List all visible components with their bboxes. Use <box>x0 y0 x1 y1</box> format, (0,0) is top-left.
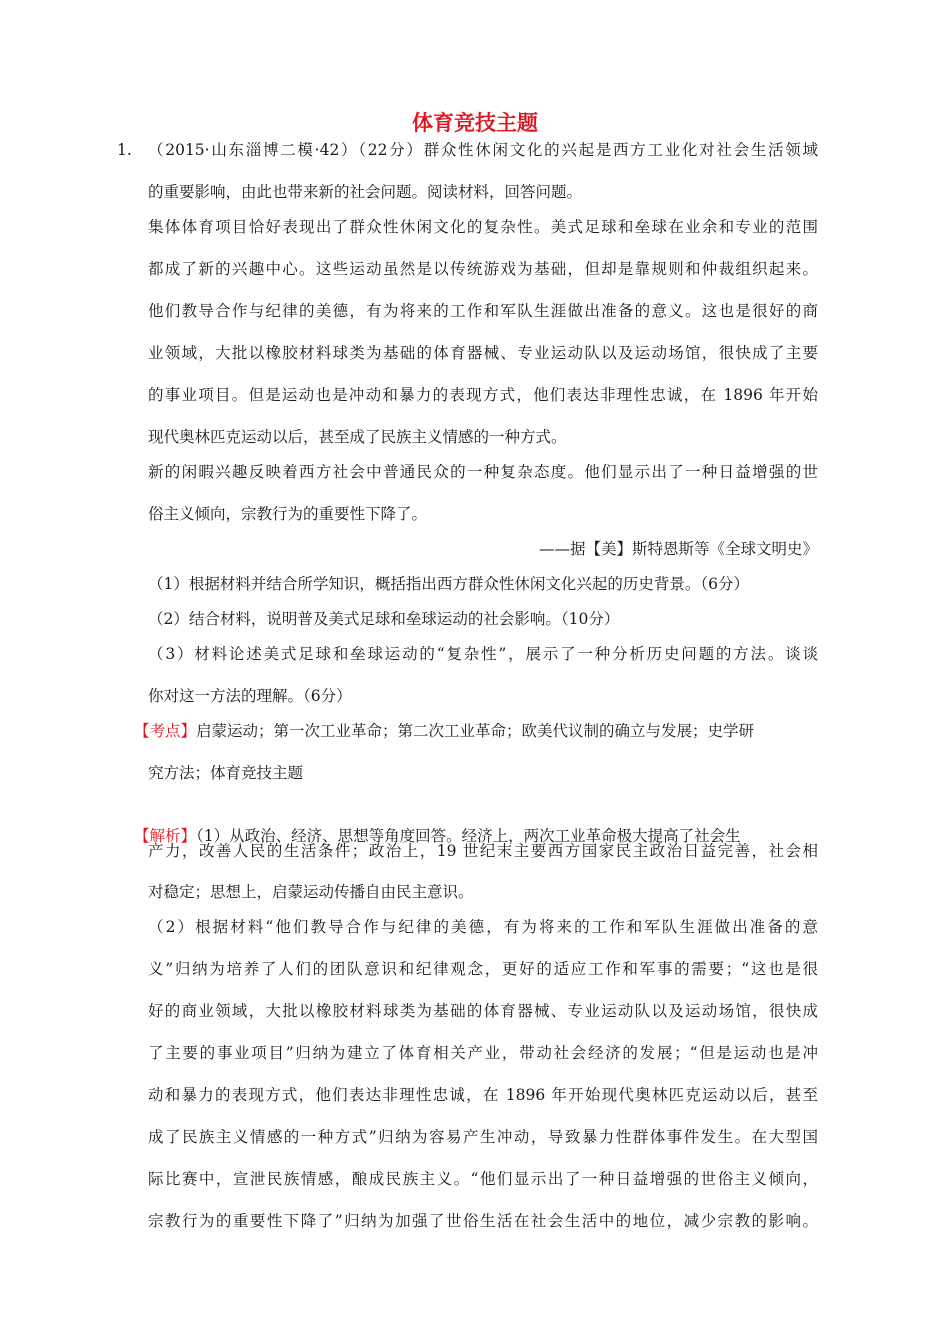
jiexi-line: 宗教行为的重要性下降了”归纳为加强了世俗生活在社会生活中的地位，减少宗教的影响。 <box>148 1212 818 1230</box>
sub-question: 你对这一方法的理解。（6分） <box>148 687 352 705</box>
material-line: 都成了新的兴趣中心。这些运动虽然是以传统游戏为基础，但却是靠规则和仲裁组织起来。 <box>148 260 818 278</box>
question-number: 1. <box>117 141 132 159</box>
jiexi-line: （2）根据材料“他们教导合作与纪律的美德，有为将来的工作和军队生涯做出准备的意 <box>148 918 818 936</box>
source-citation: ——据【美】斯特恩斯等《全球文明史》 <box>538 540 818 558</box>
jiexi-line: 对稳定；思想上，启蒙运动传播自由民主意识。 <box>148 883 474 901</box>
material-line: 的事业项目。但是运动也是冲动和暴力的表现方式，他们表达非理性忠诚，在 1896 年开始 <box>148 386 818 404</box>
kaodian-line: 究方法；体育竞技主题 <box>148 764 304 782</box>
jiexi-line: 好的商业领域，大批以橡胶材料球类为基础的体育器械、专业运动队以及运动场馆，很快成 <box>148 1002 818 1020</box>
material-line: 俗主义倾向，宗教行为的重要性下降了。 <box>148 505 428 523</box>
jiexi-line: 动和暴力的表现方式，他们表达非理性忠诚，在 1896 年开始现代奥林匹克运动以后，甚至 <box>148 1086 818 1104</box>
sub-question: （3）材料论述美式足球和垒球运动的“复杂性”，展示了一种分析历史问题的方法。谈谈 <box>148 645 818 663</box>
question-line: （2015·山东淄博二模·42）（22分）群众性休闲文化的兴起是西方工业化对社会生活领域 <box>148 141 818 159</box>
jiexi-line: 义”归纳为培养了人们的团队意识和纪律观念，更好的适应工作和军事的需要；“这也是很 <box>148 960 818 978</box>
material-line: 他们教导合作与纪律的美德，有为将来的工作和军队生涯做出准备的意义。这也是很好的商 <box>148 302 818 320</box>
kaodian-tag: 【考点】 <box>134 722 197 740</box>
sub-question: （2）结合材料，说明普及美式足球和垒球运动的社会影响。（10分） <box>148 610 620 628</box>
jiexi-line: 际比赛中，宣泄民族情感，酿成民族主义。“他们显示出了一种日益增强的世俗主义倾向， <box>148 1170 818 1188</box>
sub-question: （1）根据材料并结合所学知识，概括指出西方群众性休闲文化兴起的历史背景。（6分） <box>148 575 749 593</box>
jiexi-line: 了主要的事业项目”归纳为建立了体育相关产业，带动社会经济的发展；“但是运动也是冲 <box>148 1044 818 1062</box>
page-title: 体育竞技主题 <box>412 111 538 135</box>
question-line: 的重要影响，由此也带来新的社会问题。阅读材料，回答问题。 <box>148 183 583 201</box>
material-line: 新的闲暇兴趣反映着西方社会中普通民众的一种复杂态度。他们显示出了一种日益增强的世 <box>148 463 818 481</box>
material-line: 业领域，大批以橡胶材料球类为基础的体育器械、专业运动队以及运动场馆，很快成了主要 <box>148 344 818 362</box>
jiexi-text: （1）从政治、经济、思想等角度回答。经济上，两次工业革命极大提高了社会生 <box>196 827 741 845</box>
kaodian-line <box>134 721 818 741</box>
jiexi-line: 产力，改善人民的生活条件；政治上，19 世纪末主要西方国家民主政治日益完善，社会相 <box>148 842 818 860</box>
kaodian-text: 启蒙运动；第一次工业革命；第二次工业革命；欧美代议制的确立与发展；史学研 <box>196 722 755 740</box>
material-line: 现代奥林匹克运动以后，甚至成了民族主义情感的一种方式。 <box>148 428 567 446</box>
jiexi-tag: 【解析】 <box>134 827 197 845</box>
material-line: 集体体育项目恰好表现出了群众性休闲文化的复杂性。美式足球和垒球在业余和专业的范围 <box>148 218 818 236</box>
jiexi-line: 成了民族主义情感的一种方式”归纳为容易产生冲动，导致暴力性群体事件发生。在大型国 <box>148 1128 818 1146</box>
